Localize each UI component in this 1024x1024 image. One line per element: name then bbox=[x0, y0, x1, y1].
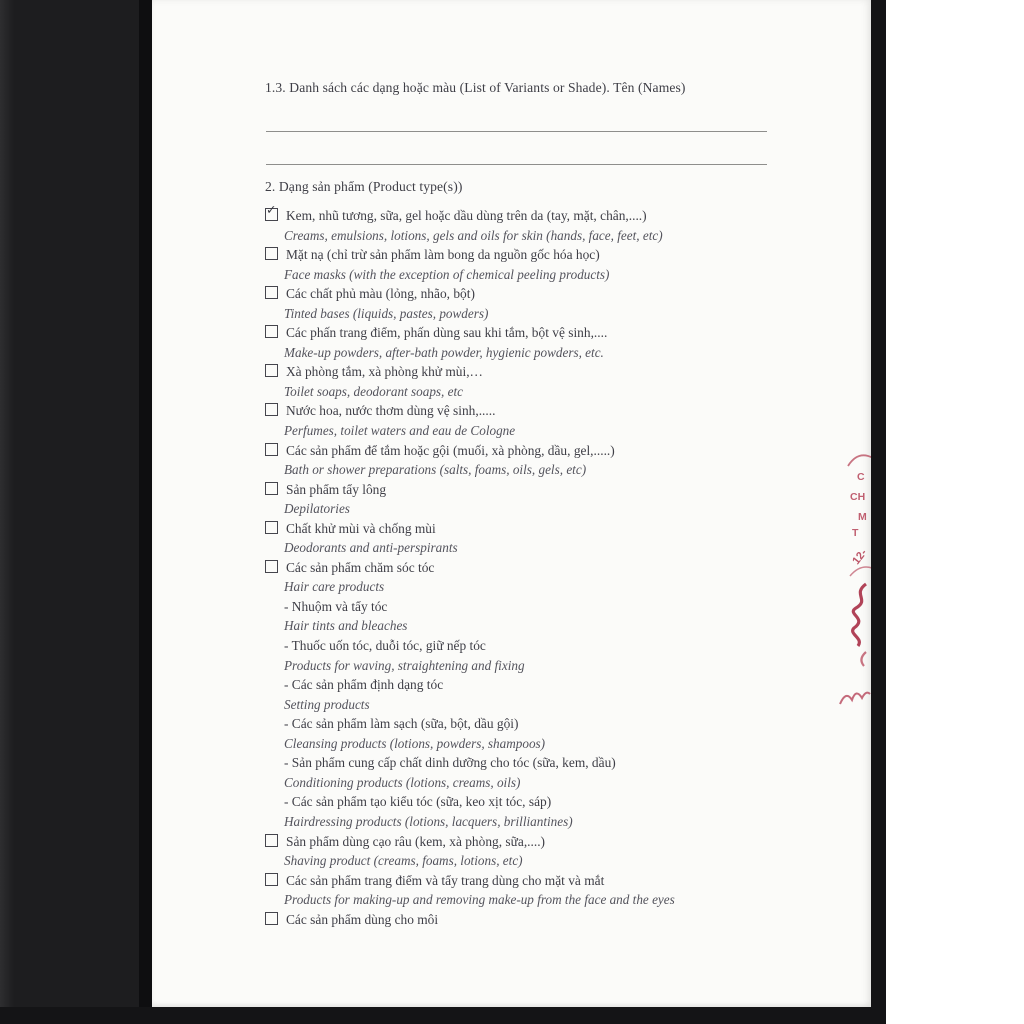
product-subtype-row bbox=[152, 597, 871, 617]
item-label-en: Make-up powders, after-bath powder, hygienic powders, etc. bbox=[284, 344, 604, 360]
item-label-en: Creams, emulsions, lotions, gels and oils for skin (hands, face, feet, etc) bbox=[284, 227, 663, 243]
section-heading-variants: 1.3. Danh sách các dạng hoặc màu (List of Variants or Shade). Tên (Names) bbox=[265, 80, 686, 95]
item-label-en: Products for waving, straightening and fixing bbox=[284, 657, 525, 673]
translation-row bbox=[152, 851, 871, 871]
product-type-row bbox=[152, 362, 871, 382]
product-subtype-row bbox=[152, 753, 871, 773]
product-type-row bbox=[152, 245, 871, 265]
translation-row bbox=[152, 577, 871, 597]
product-type-row bbox=[152, 558, 871, 578]
translation-row bbox=[152, 304, 871, 324]
item-label-en: Depilatories bbox=[284, 501, 350, 517]
checkbox-icon bbox=[265, 325, 278, 338]
item-label-vi: - Các sản phẩm làm sạch (sữa, bột, dầu gội) bbox=[284, 716, 519, 732]
scan-background-bottom bbox=[0, 1007, 886, 1024]
item-label-vi: Sản phẩm tẩy lông bbox=[286, 481, 387, 497]
translation-row bbox=[152, 695, 871, 715]
product-type-row bbox=[152, 441, 871, 461]
checkbox-icon bbox=[265, 364, 278, 377]
translation-row bbox=[152, 656, 871, 676]
item-label-en: Shaving product (creams, foams, lotions, etc) bbox=[284, 853, 523, 869]
variants-blank-line-2 bbox=[266, 164, 767, 165]
translation-row bbox=[152, 616, 871, 636]
page-right-edge-shadow bbox=[871, 0, 886, 1024]
item-label-en: Face masks (with the exception of chemical peeling products) bbox=[284, 266, 610, 282]
checkbox-icon bbox=[265, 482, 278, 495]
checkbox-icon bbox=[265, 834, 278, 847]
translation-row bbox=[152, 265, 871, 285]
stamp-letter: C bbox=[857, 471, 865, 483]
item-label-en: Toilet soaps, deodorant soaps, etc bbox=[284, 383, 464, 399]
translation-row bbox=[152, 343, 871, 363]
item-label-en: Setting products bbox=[284, 696, 370, 712]
item-label-vi: - Sản phẩm cung cấp chất dinh dưỡng cho tóc (sữa, kem, dầu) bbox=[284, 755, 616, 771]
translation-row bbox=[152, 890, 871, 910]
product-type-row bbox=[152, 519, 871, 539]
translation-row bbox=[152, 460, 871, 480]
item-label-vi: Các chất phủ màu (lỏng, nhão, bột) bbox=[286, 286, 475, 302]
translation-row bbox=[152, 421, 871, 441]
checkbox-icon bbox=[265, 873, 278, 886]
product-type-row bbox=[152, 323, 871, 343]
checkbox-icon bbox=[265, 443, 278, 456]
product-type-checklist bbox=[152, 201, 871, 929]
item-label-vi: Kem, nhũ tương, sữa, gel hoặc dầu dùng trên da (tay, mặt, chân,....) bbox=[286, 208, 647, 223]
checkbox-icon bbox=[265, 247, 278, 260]
checkbox-icon bbox=[265, 286, 278, 299]
item-label-vi: Các sản phẩm để tắm hoặc gội (muối, xà phòng, dầu, gel,.....) bbox=[286, 442, 615, 458]
item-label-en: Products for making-up and removing make-up from the face and the eyes bbox=[284, 892, 675, 908]
item-label-vi: Sản phẩm dùng cạo râu (kem, xà phòng, sữa,....) bbox=[286, 833, 546, 849]
item-label-vi: Xà phòng tắm, xà phòng khử mùi,… bbox=[286, 364, 483, 380]
item-label-vi: - Thuốc uốn tóc, duỗi tóc, giữ nếp tóc bbox=[284, 638, 486, 654]
product-type-row bbox=[152, 871, 871, 891]
checkbox-icon bbox=[265, 521, 278, 534]
translation-row bbox=[152, 499, 871, 519]
item-label-en: Hair care products bbox=[284, 579, 385, 595]
translation-row bbox=[152, 538, 871, 558]
item-label-en: Hairdressing products (lotions, lacquers, brilliantines) bbox=[284, 813, 573, 829]
checkbox-icon bbox=[265, 912, 278, 925]
item-label-vi: Các sản phẩm chăm sóc tóc bbox=[286, 559, 435, 575]
translation-row bbox=[152, 226, 871, 246]
product-type-row bbox=[152, 284, 871, 304]
item-label-en: Bath or shower preparations (salts, foams, oils, gels, etc) bbox=[284, 462, 587, 478]
page-left-edge-shadow bbox=[139, 0, 152, 1024]
form-page bbox=[152, 0, 871, 1007]
product-type-row bbox=[152, 832, 871, 852]
product-type-row bbox=[152, 401, 871, 421]
item-label-vi: Các sản phẩm dùng cho môi bbox=[286, 911, 439, 927]
product-subtype-row bbox=[152, 636, 871, 656]
variants-blank-line-1 bbox=[266, 131, 767, 132]
checkbox-checked-icon bbox=[265, 201, 278, 221]
section-heading-product-type: 2. Dạng sản phẩm (Product type(s)) bbox=[265, 179, 463, 194]
translation-row bbox=[152, 773, 871, 793]
checkbox-icon bbox=[265, 403, 278, 416]
item-label-vi: Các sản phẩm trang điểm và tẩy trang dùng cho mặt và mắt bbox=[286, 872, 605, 888]
product-subtype-row bbox=[152, 714, 871, 734]
product-subtype-row bbox=[152, 792, 871, 812]
product-type-row bbox=[152, 910, 871, 930]
checkmark-icon: ✓ bbox=[266, 201, 277, 217]
item-label-vi: - Các sản phẩm định dạng tóc bbox=[284, 677, 444, 693]
translation-row bbox=[152, 812, 871, 832]
product-type-row bbox=[152, 201, 871, 226]
item-label-en: Conditioning products (lotions, creams, oils) bbox=[284, 774, 521, 790]
stamp-number-fragment: 12- bbox=[850, 547, 870, 567]
item-label-vi: Nước hoa, nước thơm dùng vệ sinh,..... bbox=[286, 403, 496, 419]
product-subtype-row bbox=[152, 675, 871, 695]
item-label-en: Perfumes, toilet waters and eau de Cologne bbox=[284, 423, 516, 439]
product-type-row bbox=[152, 480, 871, 500]
item-label-vi: Các phấn trang điểm, phấn dùng sau khi tắm, bột vệ sinh,.... bbox=[286, 325, 608, 341]
item-label-en: Tinted bases (liquids, pastes, powders) bbox=[284, 305, 489, 321]
checkbox-icon bbox=[265, 560, 278, 573]
item-label-vi: Chất khử mùi và chống mùi bbox=[286, 520, 436, 536]
item-label-vi: Mặt nạ (chỉ trừ sản phẩm làm bong da nguồn gốc hóa học) bbox=[286, 247, 600, 263]
translation-row bbox=[152, 382, 871, 402]
item-label-en: Deodorants and anti-perspirants bbox=[284, 540, 458, 556]
stamp-letter: CH bbox=[850, 491, 866, 503]
item-label-vi: - Nhuộm và tẩy tóc bbox=[284, 598, 388, 614]
translation-row bbox=[152, 734, 871, 754]
stamp-letter: M bbox=[858, 511, 867, 523]
stamp-letter: T bbox=[852, 527, 859, 539]
item-label-vi: - Các sản phẩm tạo kiểu tóc (sữa, keo xịt tóc, sáp) bbox=[284, 794, 552, 810]
scan-background-left bbox=[0, 0, 139, 1024]
item-label-en: Cleansing products (lotions, powders, shampoos) bbox=[284, 735, 546, 751]
item-label-en: Hair tints and bleaches bbox=[284, 618, 408, 634]
